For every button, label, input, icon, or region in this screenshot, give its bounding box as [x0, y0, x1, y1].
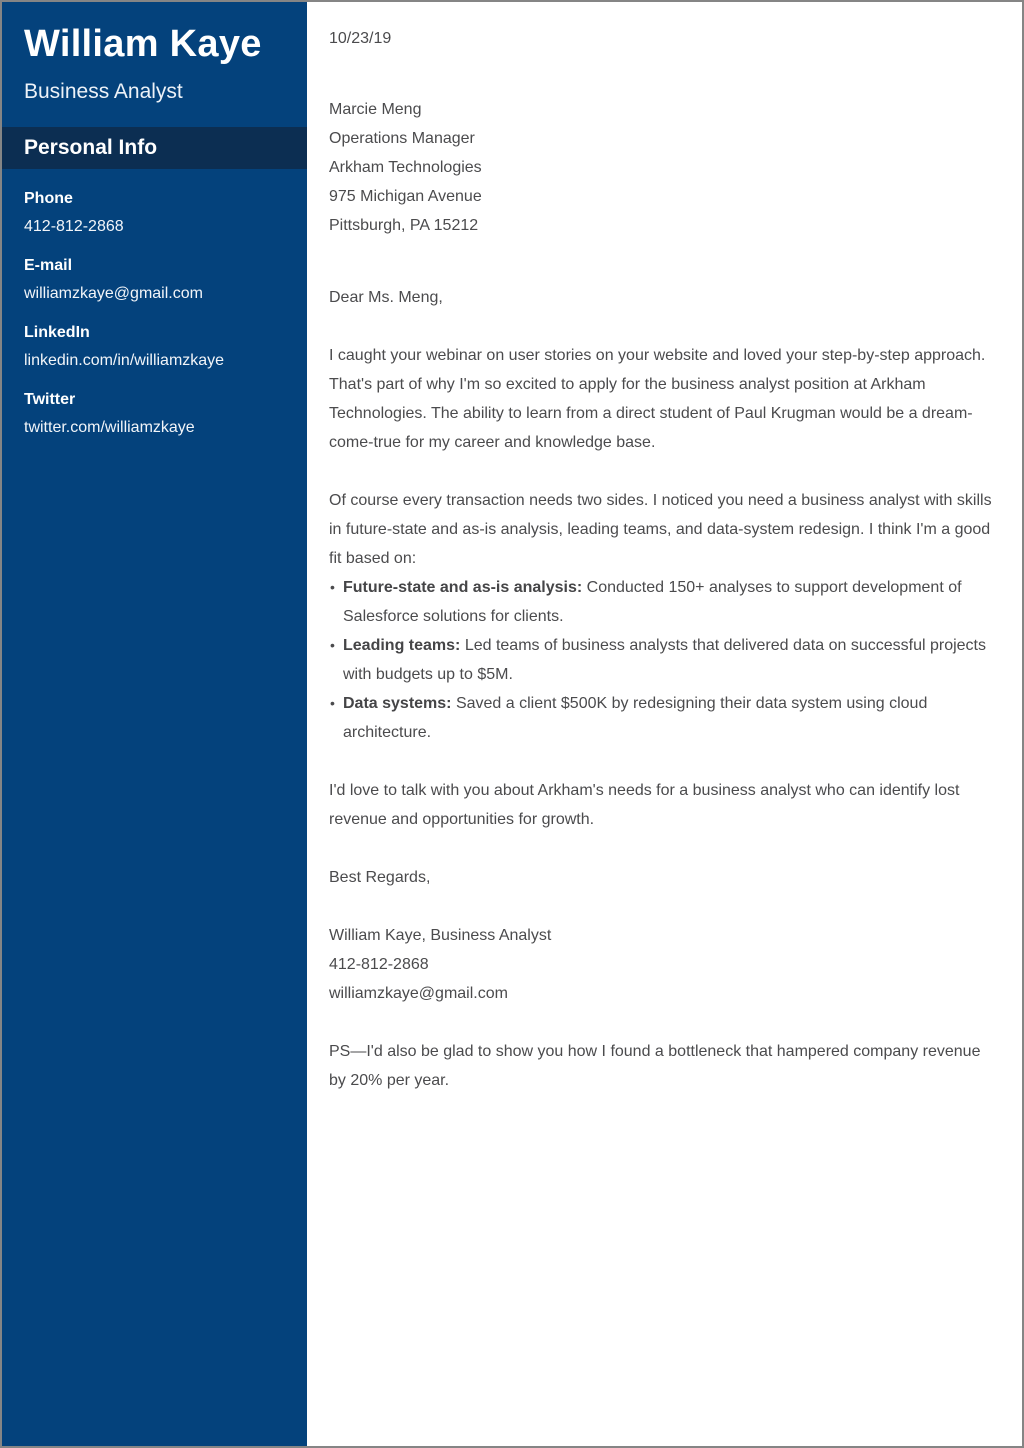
linkedin-value: linkedin.com/in/williamzkaye	[24, 352, 225, 370]
closing-paragraph: I'd love to talk with you about Arkham's needs for a business analyst who can identify lost revenue and opportunities for growth.	[329, 782, 960, 828]
personal-info-sidebar	[2, 2, 307, 1446]
phone-value: 412-812-2868	[24, 218, 124, 236]
signature-name: William Kaye, Business Analyst	[329, 927, 552, 944]
recipient-city: Pittsburgh, PA 15212	[329, 217, 479, 234]
contact-phone	[24, 190, 285, 236]
ps-paragraph: PS—I'd also be glad to show you how I found a bottleneck that hampered company revenue by 20% per year.	[329, 1043, 981, 1089]
bullet-text: Saved a client $500K by redesigning their data system using cloud architecture.	[343, 695, 928, 741]
signature-block	[329, 921, 996, 1008]
bullet-text: Led teams of business analysts that delivered data on successful projects with budgets up to $5M.	[343, 637, 986, 683]
intro-paragraph: I caught your webinar on user stories on your website and loved your step-by-step approach. That's part of why I'm so excited to apply for the business analyst position at Arkham Technologies. The ability to learn from a direct student of Paul Krugman would be a dream-come-true for my career and knowledge base.	[329, 347, 986, 451]
signature-phone: 412-812-2868	[329, 956, 429, 973]
sign-off: Best Regards,	[329, 869, 431, 886]
bullet-lead: Future-state and as-is analysis:	[343, 579, 583, 596]
recipient-company: Arkham Technologies	[329, 159, 482, 176]
bullet-item-analysis	[329, 573, 996, 631]
twitter-label: Twitter	[24, 391, 76, 409]
bullet-item-leading-teams	[329, 631, 996, 689]
bullet-item-data-systems	[329, 689, 996, 747]
candidate-job-title: Business Analyst	[24, 79, 183, 103]
recipient-role: Operations Manager	[329, 130, 475, 147]
contact-twitter	[24, 391, 285, 437]
bullet-lead: Data systems:	[343, 695, 452, 712]
twitter-value: twitter.com/williamzkaye	[24, 419, 195, 437]
fit-paragraph: Of course every transaction needs two sides. I noticed you need a business analyst with skills in future-state and as-is analysis, leading teams, and data-system redesign. I think I'm a good fit based on:	[329, 492, 992, 567]
email-value: williamzkaye@gmail.com	[24, 285, 203, 303]
bullet-text: Conducted 150+ analyses to support development of Salesforce solutions for clients.	[343, 579, 962, 625]
linkedin-label: LinkedIn	[24, 324, 90, 342]
recipient-street: 975 Michigan Avenue	[329, 188, 482, 205]
contact-list	[2, 190, 307, 437]
email-label: E-mail	[24, 257, 73, 275]
salutation: Dear Ms. Meng,	[329, 289, 443, 306]
recipient-block	[329, 95, 996, 240]
personal-info-heading: Personal Info	[2, 127, 307, 169]
phone-label: Phone	[24, 190, 73, 208]
recipient-name: Marcie Meng	[329, 101, 422, 118]
contact-email	[24, 257, 285, 303]
letter-date: 10/23/19	[329, 30, 392, 47]
signature-email: williamzkaye@gmail.com	[329, 985, 508, 1002]
letter-body	[307, 2, 1022, 1446]
candidate-name: William Kaye	[24, 23, 262, 65]
skills-bullet-list	[329, 573, 996, 747]
bullet-lead: Leading teams:	[343, 637, 461, 654]
contact-linkedin	[24, 324, 285, 370]
